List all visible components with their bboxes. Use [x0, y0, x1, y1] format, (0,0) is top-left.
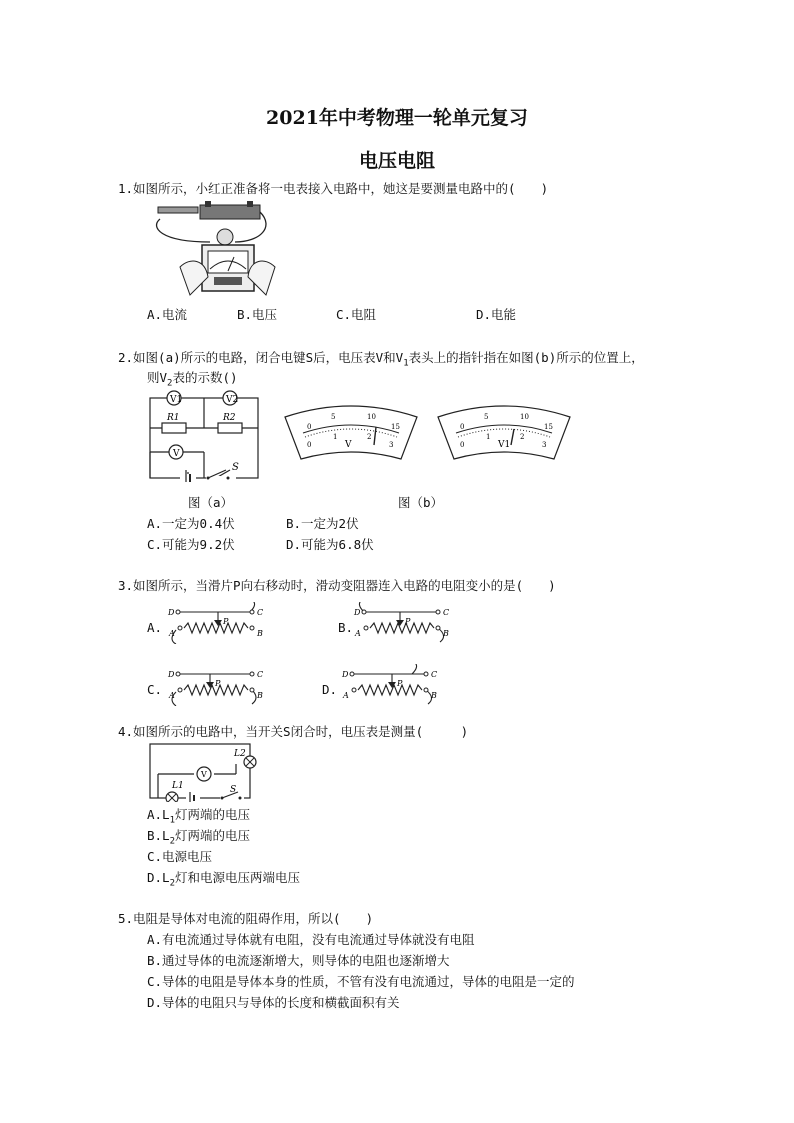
question-1-figure	[150, 197, 280, 299]
svg-text:2: 2	[520, 433, 525, 441]
svg-text:1: 1	[486, 433, 491, 441]
svg-text:P: P	[215, 679, 221, 688]
svg-text:15: 15	[544, 423, 553, 431]
voltmeter-v-dial	[281, 403, 421, 463]
svg-text:P: P	[223, 617, 229, 626]
q4-label-s: S	[230, 785, 237, 795]
svg-text:D: D	[168, 670, 175, 679]
svg-text:15: 15	[391, 423, 400, 431]
question-5-option-a: A.有电流通过导体就有电阻，没有电流通过导体就没有电阻	[147, 932, 475, 947]
question-3-stem: 3.如图所示，当滑片P向右移动时，滑动变阻器连入电路的电阻变小的是( )	[118, 578, 556, 593]
svg-text:C: C	[443, 608, 450, 617]
question-4-option-d: $D.L_2$灯和电源电压两端电压	[147, 870, 301, 889]
svg-text:10: 10	[520, 413, 529, 421]
svg-text:A: A	[343, 691, 349, 700]
question-3-option-a-label: A.	[147, 620, 163, 635]
question-3-option-c-label: C.	[147, 682, 163, 697]
question-4-option-a: $A.L_1$灯两端的电压	[147, 807, 251, 826]
circuit-label-v: V	[173, 449, 180, 459]
q4-label-l2: L2	[234, 749, 246, 759]
voltmeter-v1-dial	[434, 403, 574, 463]
question-2-option-c: C.可能为9.2伏	[147, 537, 235, 552]
question-5-option-c: C.导体的电阻是导体本身的性质，不管有没有电流通过，导体的电阻是一定的	[147, 974, 575, 989]
svg-text:C: C	[431, 670, 438, 679]
question-4-option-b: $B.L_2$灯两端的电压	[147, 828, 251, 847]
question-1-option-c: C.电阻	[336, 307, 377, 322]
svg-text:A: A	[169, 629, 175, 638]
page-subtitle: 电压电阻	[358, 150, 435, 172]
question-2-option-b: B.一定为2伏	[286, 516, 359, 531]
question-2-option-a: A.一定为0.4伏	[147, 516, 235, 531]
svg-text:D: D	[342, 670, 349, 679]
question-3-option-b-label: B.	[338, 620, 354, 635]
figure-a-caption: 图（a）	[188, 495, 234, 510]
svg-text:A: A	[169, 691, 175, 700]
circuit-label-s: S	[232, 462, 239, 473]
svg-text:5: 5	[331, 413, 336, 421]
question-1-stem: 1.如图所示，小红正准备将一电表接入电路中，她这是要测量电路中的( )	[118, 181, 549, 196]
svg-text:B: B	[431, 691, 437, 700]
q4-label-v: V	[201, 770, 207, 779]
q4-label-l1: L1	[172, 781, 184, 791]
question-1-option-d: D.电能	[476, 307, 517, 322]
svg-text:D: D	[168, 608, 175, 617]
svg-text:2: 2	[367, 433, 372, 441]
svg-text:P: P	[397, 679, 403, 688]
rheostat-option-b	[352, 602, 452, 644]
svg-text:0: 0	[460, 423, 465, 431]
rheostat-option-d	[340, 664, 440, 706]
question-3-option-d-label: D.	[322, 682, 338, 697]
question-2-option-d: D.可能为6.8伏	[286, 537, 374, 552]
svg-text:C: C	[257, 608, 264, 617]
question-4-stem: 4.如图所示的电路中，当开关S闭合时，电压表是测量( )	[118, 724, 469, 739]
question-5-option-b: B.通过导体的电流逐渐增大，则导体的电阻也逐渐增大	[147, 953, 450, 968]
svg-text:10: 10	[367, 413, 376, 421]
svg-text:B: B	[257, 691, 263, 700]
question-1-option-b: B.电压	[237, 307, 278, 322]
svg-text:1: 1	[333, 433, 338, 441]
svg-text:C: C	[257, 670, 264, 679]
svg-text:3: 3	[389, 441, 394, 449]
question-5-stem: 5.电阻是导体对电流的阻碍作用，所以( )	[118, 911, 374, 926]
svg-text:0: 0	[307, 441, 312, 449]
question-2-stem-line2: 则$V_2$表的示数()	[147, 370, 238, 389]
page-title: 2021年中考物理一轮单元复习	[266, 107, 528, 129]
svg-text:0: 0	[460, 441, 465, 449]
circuit-label-v1: V1	[170, 395, 183, 405]
circuit-label-r2: R2	[223, 413, 236, 423]
circuit-label-r1: R1	[167, 413, 180, 423]
svg-text:5: 5	[484, 413, 489, 421]
svg-text:0: 0	[307, 423, 312, 431]
svg-text:D: D	[354, 608, 361, 617]
question-5-option-d: D.导体的电阻只与导体的长度和横截面积有关	[147, 995, 400, 1010]
rheostat-option-c	[166, 664, 266, 706]
question-4-option-c: C.电源电压	[147, 849, 213, 864]
figure-b-caption: 图（b）	[398, 495, 444, 510]
question-4-circuit-diagram	[146, 740, 262, 802]
svg-text:B: B	[443, 629, 449, 638]
svg-text:A: A	[355, 629, 361, 638]
question-1-option-a: A.电流	[147, 307, 188, 322]
svg-text:B: B	[257, 629, 263, 638]
circuit-label-v2: V2	[226, 395, 239, 405]
question-2-circuit-diagram	[146, 390, 266, 482]
question-2-stem-line1: 2.如图(a)所示的电路，闭合电键S后，电压表V和$V_1$表头上的指针指在如图(b)所示的位置上，	[118, 350, 644, 369]
voltmeter-v1-label: V1	[498, 440, 511, 450]
rheostat-option-a	[166, 602, 266, 644]
voltmeter-v-label: V	[345, 440, 352, 450]
svg-text:3: 3	[542, 441, 547, 449]
svg-text:P: P	[405, 617, 411, 626]
